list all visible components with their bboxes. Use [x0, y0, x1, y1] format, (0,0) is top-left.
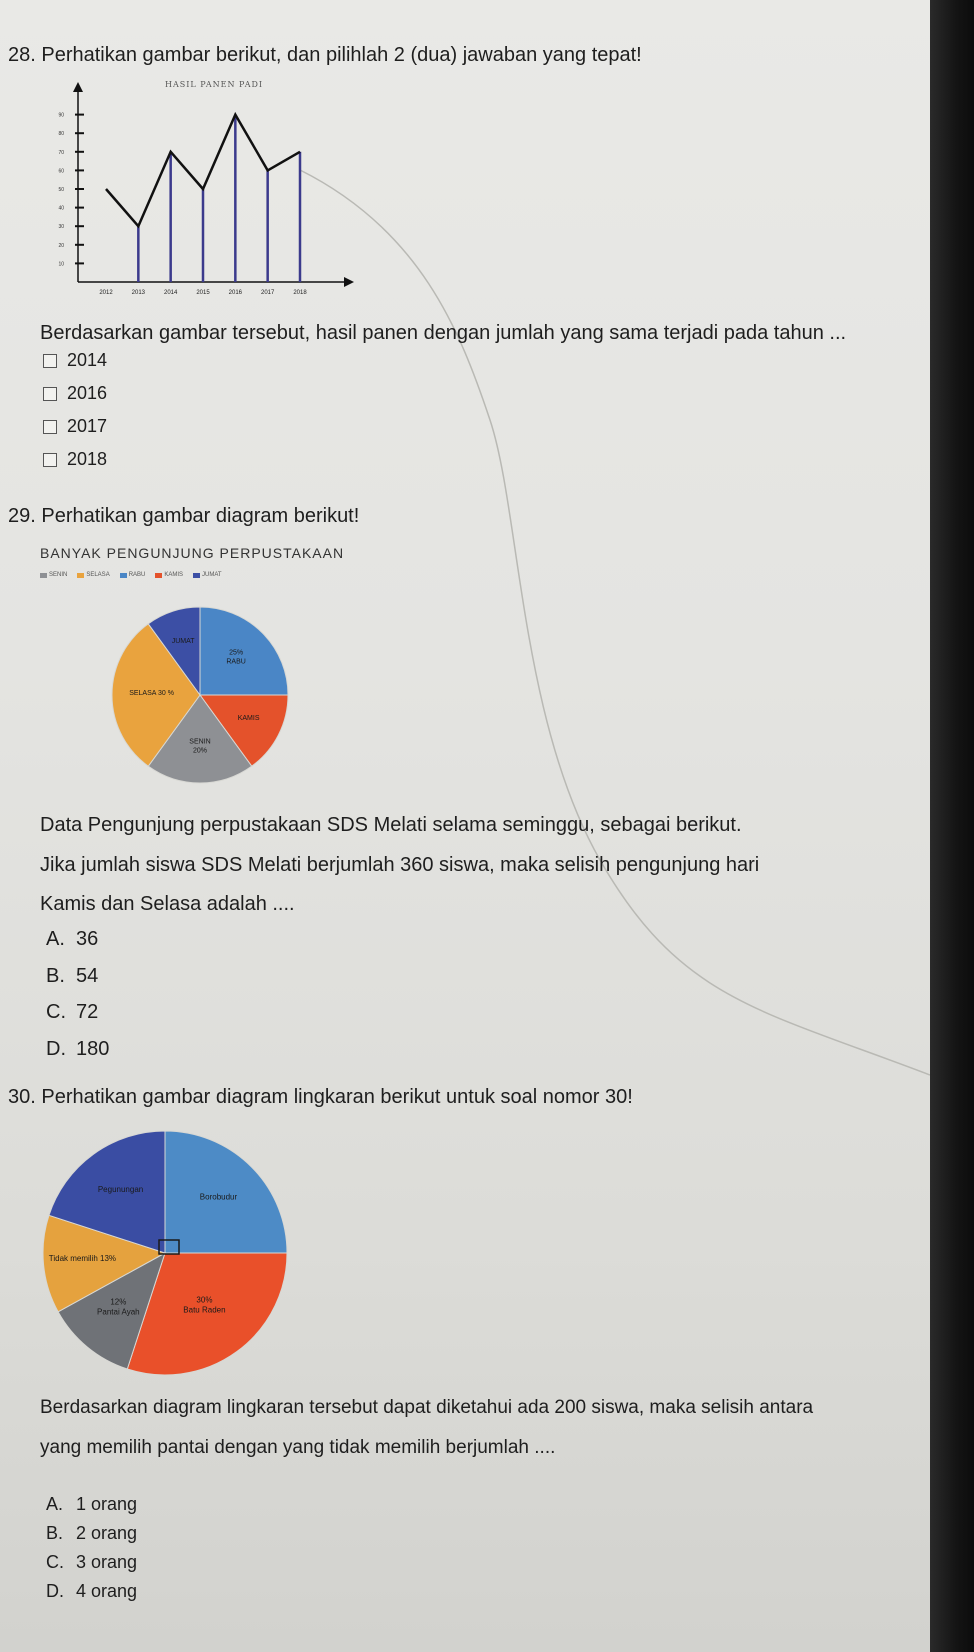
slice-label-line: 25% [229, 649, 244, 657]
x-tick-label: 2017 [260, 290, 275, 296]
slice-label-line: SENIN [189, 738, 211, 746]
photo-dark-edge [930, 0, 974, 1652]
checkbox-icon[interactable] [43, 420, 57, 434]
q28-option-2[interactable]: 2016 [43, 383, 107, 404]
slice-label-line: Batu Raden [183, 1305, 226, 1315]
slice-label-line: 20% [192, 747, 208, 755]
y-tick-label: 80 [58, 131, 64, 138]
q29-description: Data Pengunjung perpustakaan SDS Melati selama seminggu, sebagai berikut. [40, 814, 742, 836]
slice-label-line: 30% [196, 1295, 213, 1305]
x-tick-label: 2012 [99, 290, 113, 296]
slice-label-line: SELASA 30 % [129, 690, 174, 697]
checkbox-icon[interactable] [43, 453, 57, 467]
legend-item: KAMIS [155, 572, 183, 578]
slice-label [226, 650, 245, 666]
q29-option-a[interactable]: A. 36 [46, 928, 99, 950]
q29-option-b[interactable]: B. 54 [46, 965, 99, 987]
legend-item: RABU [120, 572, 146, 578]
harvest-line-chart [40, 76, 370, 320]
library-legend [40, 572, 222, 578]
x-tick-label: 2016 [228, 290, 243, 296]
y-tick-label: 10 [58, 261, 64, 268]
x-axis-arrow-icon [344, 277, 354, 287]
pie-slice [200, 607, 288, 695]
y-tick-label: 50 [58, 187, 64, 193]
legend-item: SENIN [40, 572, 67, 578]
q29-question-line1: Jika jumlah siswa SDS Melati berjumlah 360 siswa, maka selisih pengunjung hari [40, 854, 760, 876]
x-tick-label: 2018 [293, 290, 307, 296]
q28-option-4[interactable]: 2018 [43, 449, 107, 470]
slice-label-line: Borobudur [199, 1192, 238, 1202]
q30-option-c[interactable]: C. 3 orang [46, 1552, 138, 1572]
q29-option-c[interactable]: C. 72 [46, 1001, 99, 1023]
slice-label-line: Tidak memilih 13% [48, 1253, 117, 1263]
q30-question-line2: yang memilih pantai dengan yang tidak memilih berjumlah .... [40, 1437, 556, 1458]
slice-label [49, 1254, 116, 1263]
q30-stem: 30. Perhatikan gambar diagram lingkaran berikut untuk soal nomor 30! [8, 1086, 633, 1108]
x-tick-label: 2013 [131, 290, 146, 296]
x-tick-label: 2014 [163, 290, 178, 296]
q29-stem: 29. Perhatikan gambar diagram berikut! [8, 505, 360, 527]
slice-label-line: KAMIS [237, 714, 260, 722]
library-chart-title: BANYAK PENGUNJUNG PERPUSTAKAAN [40, 545, 345, 561]
q29-option-d[interactable]: D. 180 [46, 1038, 110, 1060]
slice-label [238, 715, 260, 722]
slice-label [200, 1193, 238, 1202]
q30-question-line1: Berdasarkan diagram lingkaran tersebut dapat diketahui ada 200 siswa, maka selisih antara [40, 1397, 814, 1418]
q29-question-line2: Kamis dan Selasa adalah .... [40, 893, 295, 915]
y-tick-label: 60 [58, 168, 64, 175]
slice-label-line: Pegunungan [97, 1184, 144, 1194]
tourism-pie-chart [40, 1128, 290, 1378]
chart-title: HASIL PANEN PADI [165, 80, 264, 89]
y-tick-label: 20 [58, 242, 64, 249]
slice-label [98, 1185, 143, 1194]
checkbox-icon[interactable] [43, 354, 57, 368]
q28-stem: 28. Perhatikan gambar berikut, dan pilihlah 2 (dua) jawaban yang tepat! [8, 44, 642, 66]
checkbox-icon[interactable] [43, 387, 57, 401]
q28-option-3[interactable]: 2017 [43, 416, 107, 437]
y-tick-label: 70 [58, 149, 64, 156]
slice-label-line: 12% [110, 1297, 127, 1307]
y-axis-arrow-icon [73, 82, 83, 92]
y-tick-label: 30 [58, 224, 64, 231]
slice-label-line: Pantai Ayah [97, 1307, 140, 1317]
y-tick-label: 90 [58, 112, 64, 119]
library-pie-chart [100, 600, 300, 800]
slice-label-line: JUMAT [171, 638, 195, 646]
q30-option-d[interactable]: D. 4 orang [46, 1581, 138, 1601]
q28-question: Berdasarkan gambar tersebut, hasil panen dengan jumlah yang sama terjadi pada tahun ... [40, 322, 847, 344]
x-tick-label: 2015 [196, 290, 210, 296]
legend-item: SELASA [77, 572, 109, 578]
q28-option-1[interactable]: 2014 [43, 350, 107, 371]
line-chart-canvas [40, 76, 370, 320]
legend-item: JUMAT [193, 572, 222, 578]
slice-label [172, 638, 196, 645]
y-tick-label: 40 [58, 205, 64, 212]
q30-option-a[interactable]: A. 1 orang [46, 1494, 138, 1514]
slice-label [129, 690, 174, 697]
slice-label-line: RABU [226, 658, 246, 666]
q30-option-b[interactable]: B. 2 orang [46, 1523, 138, 1543]
